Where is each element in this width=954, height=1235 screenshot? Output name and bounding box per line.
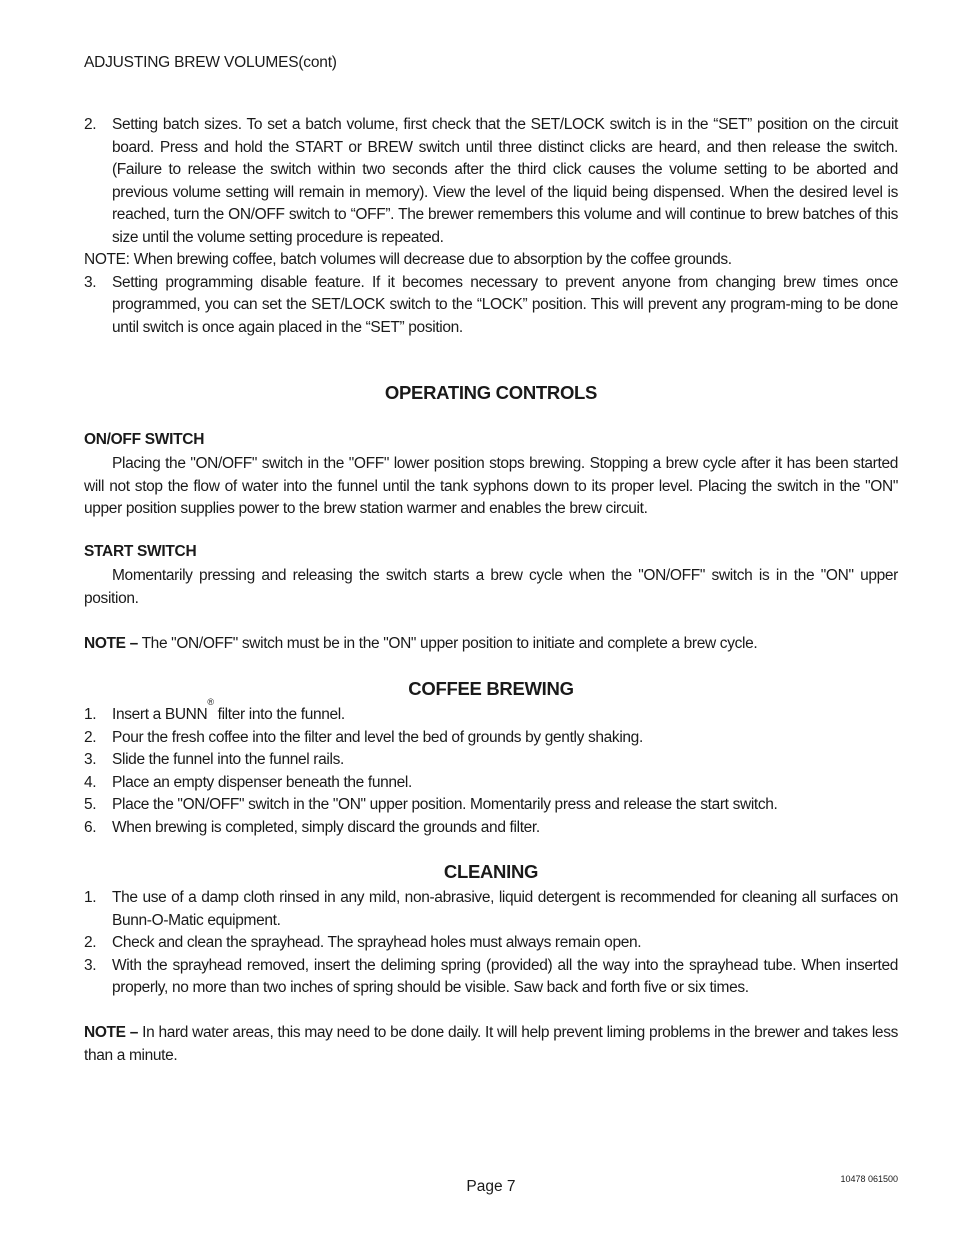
brewing-list bbox=[84, 697, 898, 839]
list-text: Setting programming disable feature. If it becomes necessary to prevent anyone from changing brew times once programmed, you can set the SET/LOCK switch to the “LOCK” position. This will prevent any program-ming to be done until switch is once again placed in the “SET” position. bbox=[112, 273, 898, 336]
list-item bbox=[84, 272, 898, 340]
list-text: Slide the funnel into the funnel rails. bbox=[112, 751, 344, 768]
list-text: Insert a BUNN bbox=[112, 706, 208, 723]
subheading-onoff-switch: ON/OFF SWITCH bbox=[84, 431, 205, 448]
list-number: 2. bbox=[84, 116, 97, 133]
list-text: Setting batch sizes. To set a batch volume, first check that the SET/LOCK switch is in the “SET” position on the circuit board. Press and hold the START or BREW switch until three distinct clicks are heard, and then release the switch. (Failure to release the switch within two seconds after the third click causes the volume setting to be aborted and previous volume setting will remain in memory). View the level of the liquid being dispensed. When the desired level is reached, turn the ON/OFF switch to “OFF”. The brewer remembers this volume and will continue to brew batches of this size until the volume setting procedure is repeated. bbox=[112, 116, 898, 246]
list-item bbox=[84, 794, 898, 817]
page-number: Page 7 bbox=[466, 1178, 516, 1195]
operating-note bbox=[84, 633, 898, 656]
list-number: 2. bbox=[84, 934, 97, 951]
list-number: 3. bbox=[84, 273, 97, 291]
list-text: When brewing is completed, simply discard the grounds and filter. bbox=[112, 818, 540, 836]
list-text: With the sprayhead removed, insert the deliming spring (provided) all the way into the sprayhead tube. When inserted properly, no more than two inches of spring should be visible. Saw back and forth five or six times. bbox=[112, 956, 898, 996]
document-code: 10478 061500 bbox=[840, 1174, 898, 1184]
list-item bbox=[84, 817, 898, 840]
cleaning-note bbox=[84, 1022, 898, 1067]
list-number: 6. bbox=[84, 818, 97, 836]
running-head: ADJUSTING BREW VOLUMES(cont) bbox=[84, 54, 337, 71]
section-title-cleaning: CLEANING bbox=[443, 861, 539, 882]
list-text: Place an empty dispenser beneath the funnel. bbox=[112, 773, 412, 791]
list-number: 4. bbox=[84, 773, 97, 791]
list-number: 1. bbox=[84, 889, 97, 906]
start-paragraph: Momentarily pressing and releasing the switch starts a brew cycle when the "ON/OFF" switch is in the "ON" upper position. bbox=[84, 567, 898, 607]
section-title-operating-controls: OPERATING CONTROLS bbox=[384, 382, 598, 403]
list-number: 3. bbox=[84, 751, 97, 768]
registered-mark: ® bbox=[207, 697, 214, 707]
list-item bbox=[84, 772, 898, 795]
note-label: NOTE – bbox=[84, 635, 138, 652]
list-number: 2. bbox=[84, 728, 97, 746]
list-item bbox=[84, 955, 898, 1000]
list-item bbox=[84, 932, 898, 955]
list-number: 1. bbox=[84, 706, 97, 723]
list-item bbox=[84, 727, 898, 750]
list-number: 3. bbox=[84, 956, 97, 974]
intro-section bbox=[84, 114, 898, 339]
list-item bbox=[84, 887, 898, 932]
intro-note: NOTE: When brewing coffee, batch volumes will decrease due to absorption by the coffee grounds. bbox=[84, 251, 732, 268]
onoff-paragraph: Placing the "ON/OFF" switch in the "OFF" lower position stops brewing. Stopping a brew cycle after it has been started will not stop the flow of water into the funnel until the tank syphons down to its proper level. Placing the switch in the "ON" upper position supplies power to the brew station warmer and enables the brew circuit. bbox=[84, 455, 898, 517]
note-text: The "ON/OFF" switch must be in the "ON" upper position to initiate and complete a brew cycle. bbox=[137, 635, 758, 652]
subheading-start-switch: START SWITCH bbox=[84, 543, 197, 560]
note-label: NOTE – bbox=[84, 1024, 139, 1041]
list-text: filter into the funnel. bbox=[213, 706, 345, 723]
cleaning-list bbox=[84, 887, 898, 1000]
list-text: Pour the fresh coffee into the filter and level the bed of grounds by gently shaking. bbox=[112, 728, 643, 746]
list-text: The use of a damp cloth rinsed in any mild, non-abrasive, liquid detergent is recommended for cleaning all surfaces on Bunn-O-Matic equipment. bbox=[112, 889, 898, 929]
note-text: In hard water areas, this may need to be done daily. It will help prevent liming problems in the brewer and takes less than a minute. bbox=[84, 1024, 898, 1064]
list-text: Place the "ON/OFF" switch in the "ON" upper position. Momentarily press and release the start switch. bbox=[112, 796, 778, 813]
list-item bbox=[84, 749, 898, 772]
list-item bbox=[84, 697, 898, 727]
list-text: Check and clean the sprayhead. The sprayhead holes must always remain open. bbox=[112, 934, 642, 951]
list-number: 5. bbox=[84, 796, 97, 813]
list-item bbox=[84, 114, 898, 249]
section-title-coffee-brewing: COFFEE BREWING bbox=[408, 678, 574, 699]
